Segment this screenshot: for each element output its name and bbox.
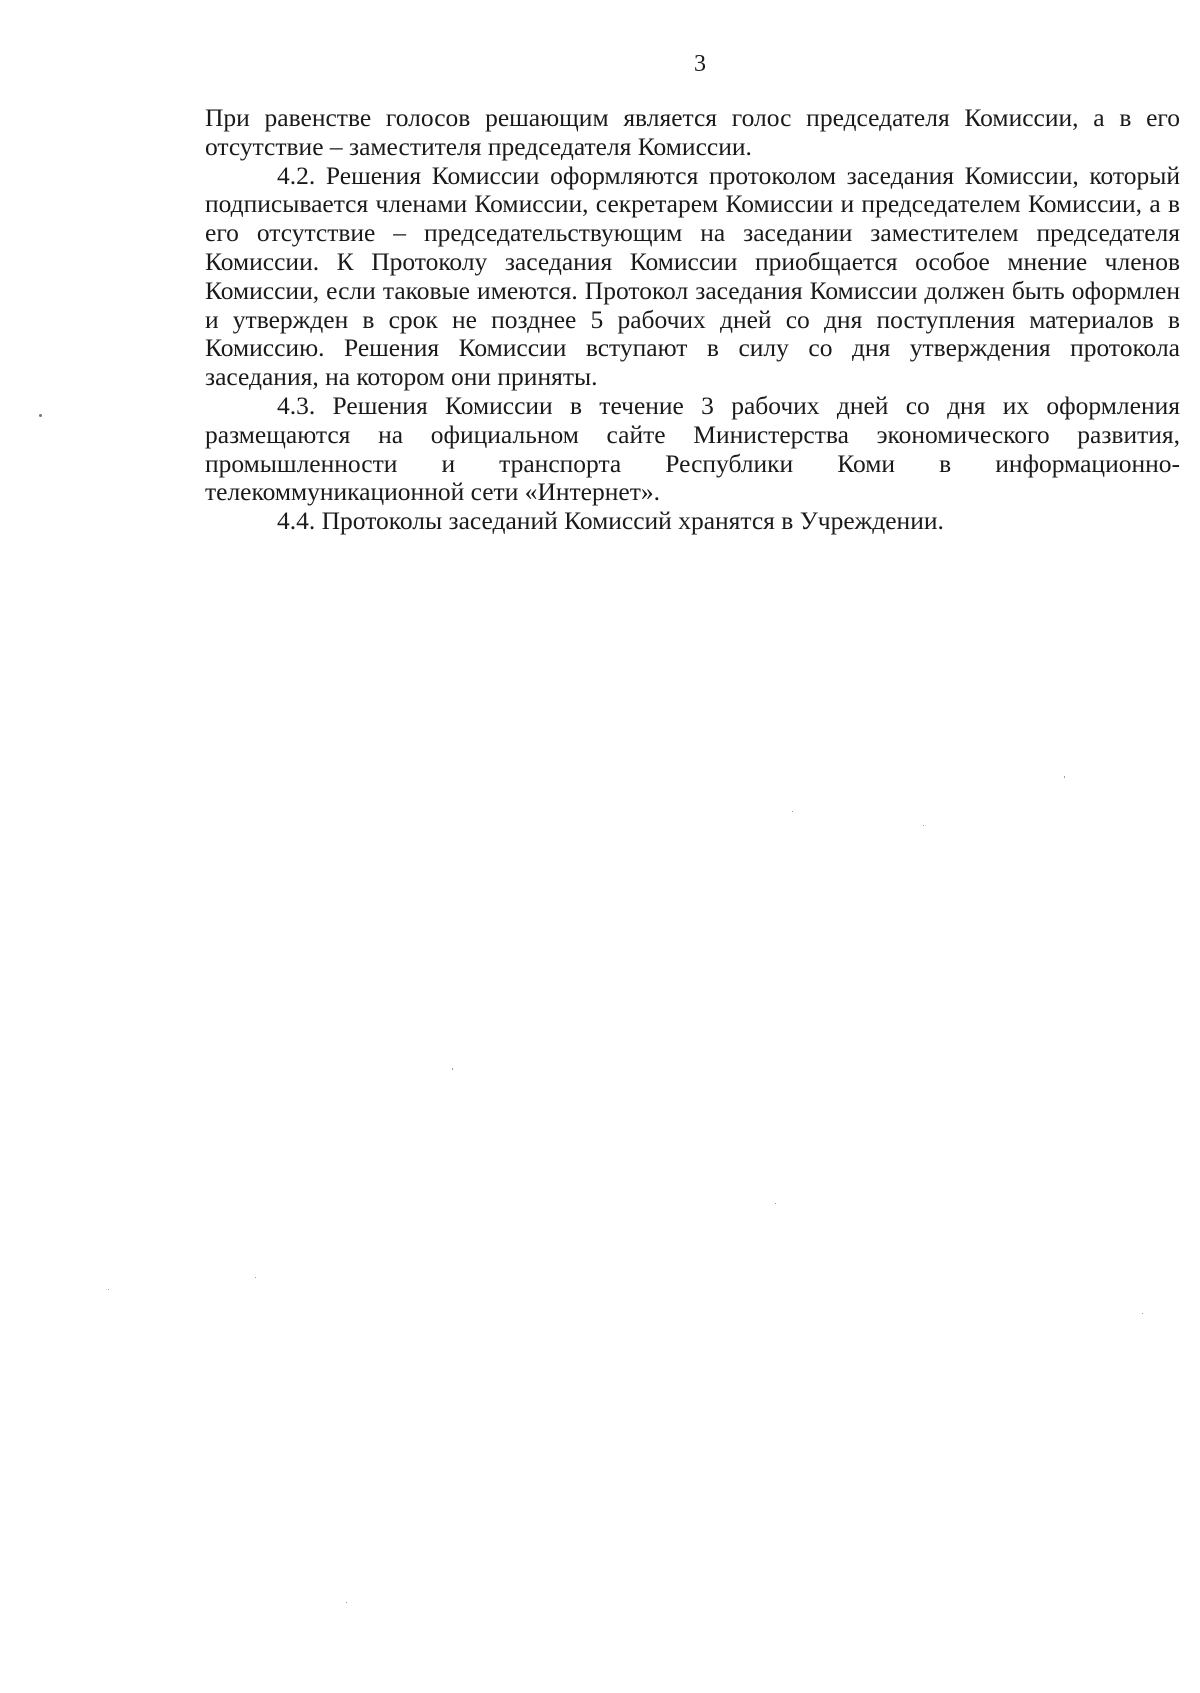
scan-speck bbox=[108, 1289, 109, 1290]
paragraph-4-2: 4.2. Решения Комиссии оформляются протоколом заседания Комиссии, который подписывается членами Комиссии, секретарем Комиссии и председателем Комиссии, а в его отсутствие – председательствующим на заседании заместителем председателя Комиссии. К Протоколу заседания Комиссии приобщается особое мнение членов Комиссии, если таковые имеются. Протокол заседания Комиссии должен быть оформлен и утвержден в срок не позднее 5 рабочих дней со дня поступления материалов в Комиссию. Решения Комиссии вступают в силу со дня утверждения протокола заседания, на котором они приняты. bbox=[205, 160, 1180, 392]
scan-speck bbox=[39, 414, 42, 417]
page-number: 3 bbox=[694, 51, 706, 77]
document-body bbox=[205, 104, 1180, 536]
scan-speck bbox=[923, 825, 924, 826]
scan-speck bbox=[452, 1068, 453, 1070]
scan-speck bbox=[255, 1277, 256, 1278]
paragraph-4-3: 4.3. Решения Комиссии в течение 3 рабочих дней со дня их оформления размещаются на официальном сайте Министерства экономического развития, промышленности и транспорта Республики Коми в информационно-телекоммуникационной сети «Интернет». bbox=[205, 390, 1180, 507]
scan-speck bbox=[1142, 1313, 1143, 1314]
scan-speck bbox=[1064, 776, 1065, 778]
scan-speck bbox=[346, 1602, 347, 1603]
paragraph-4-4: 4.4. Протоколы заседаний Комиссий хранятся в Учреждении. bbox=[277, 506, 944, 536]
scan-speck bbox=[775, 1203, 776, 1204]
scan-speck bbox=[792, 811, 793, 812]
paragraph-continuation: При равенстве голосов решающим является голос председателя Комиссии, а в его отсутствие – заместителя председателя Комиссии. bbox=[205, 103, 1180, 161]
